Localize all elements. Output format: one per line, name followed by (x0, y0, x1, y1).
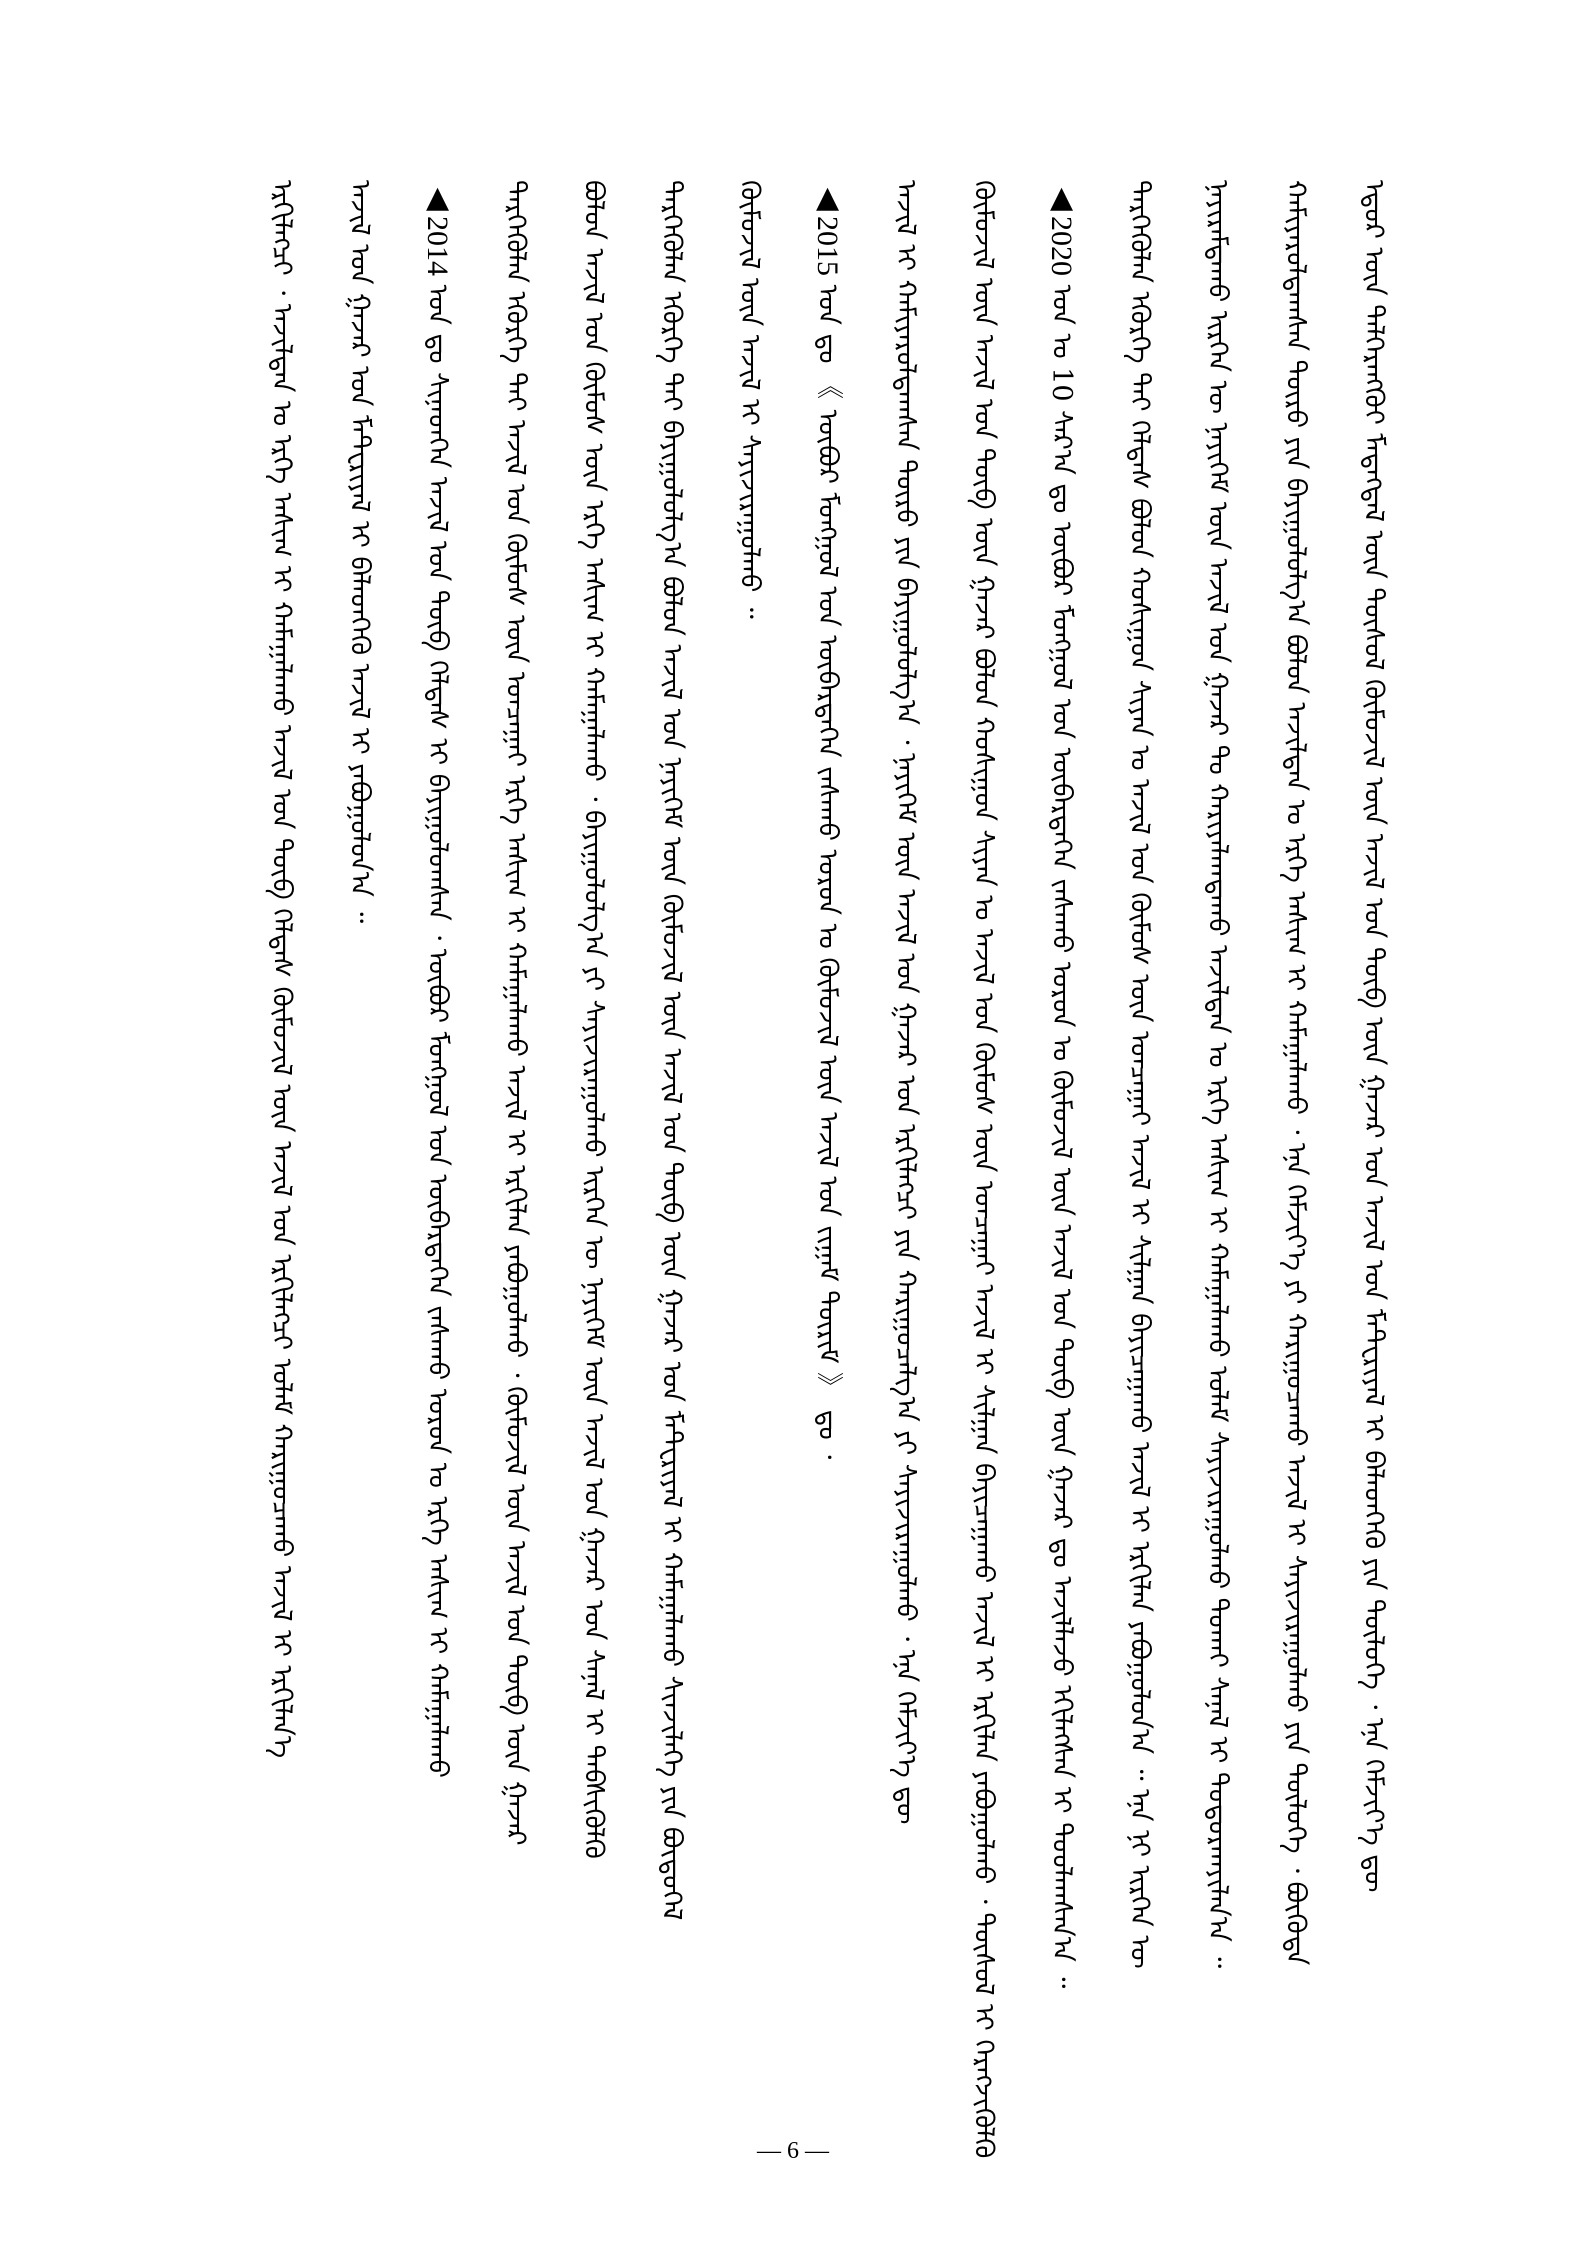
text-column-13: ▲2014 ᠣᠨ ᠳᠤ ᠰᠢᠨᠡᠳᠬᠡᠨ ᠠᠵᠢᠯ ᠤᠨ ᠲᠥᠪ ᠬᠡᠯᠲᠡᠰ ᠢ ᠪᠠᠶᠢᠭᠤᠯᠤᠭᠰᠠᠨ ᠂ ᠥᠪᠥᠷ ᠮᠣᠩᠭᠣᠯ ᠤᠨ ᠥᠪᠡᠷᠲᠡᠭᠡᠨ ᠵᠠᠰᠠᠬᠤ ᠣᠷᠤᠨ ᠤ ᠡᠷᠬᠡ ᠠᠰᠢᠭ ᠢ ᠬᠠᠮᠠᠭᠠᠯᠠᠬᠤ (420, 180, 455, 1779)
triangle-marker-icon: ▲ (810, 180, 845, 216)
text-column-4: ᠲᠡᠷᠭᠡᠭᠦᠯᠡᠨ ᠡᠭᠦᠷᠭᠡ ᠲᠠᠢ ᠬᠡᠯᠲᠡᠰ ᠪᠣᠯᠤᠨ ᠬᠣᠰᠢᠭᠤᠨ ᠰᠢᠶᠠᠨ ᠤ ᠠᠵᠢᠯ ᠤᠨ ᠬᠦᠮᠦᠰ ᠦᠨ ᠣᠨᠴᠠᠭᠠᠢ ᠠᠵᠢᠯ ᠢ ᠰᠢᠯᠭᠠᠨ ᠪᠠᠶᠢᠴᠠᠭᠠᠬᠤ ᠠᠵᠢᠯ ᠢ ᠡᠷᠬᠢᠯᠡᠨ ᠶᠠᠪᠤᠭᠤᠯᠤᠨ᠎ᠠ ᠃ ᠡᠨᠡ ᠨᠢ ᠢᠷᠭᠡᠨ ᠦ (1124, 180, 1155, 1969)
year-label: 2015 (811, 216, 844, 276)
year-label: 2020 (1045, 216, 1078, 276)
triangle-marker-icon: ▲ (1044, 180, 1079, 216)
text-column-12: ᠲᠡᠷᠭᠡᠭᠦᠯᠡᠨ ᠡᠭᠦᠷᠭᠡ ᠲᠠᠢ ᠠᠵᠢᠯ ᠤᠨ ᠬᠦᠮᠦᠰ ᠦᠨ ᠣᠨᠴᠠᠭᠠᠢ ᠡᠷᠬᠡ ᠠᠰᠢᠭ ᠢ ᠬᠠᠮᠠᠭᠠᠯᠠᠬᠤ ᠠᠵᠢᠯ ᠢ ᠡᠷᠬᠢᠯᠡᠨ ᠶᠠᠪᠤᠭᠤᠯᠬᠤ ᠂ ᠬᠥᠮᠥᠵᠢᠯ ᠦᠨ ᠠᠵᠢᠯ ᠤᠨ ᠲᠥᠪ ᠦᠨ ᠭᠠᠵᠠᠷ (500, 180, 531, 1846)
text-column-3: ᠨᠠᠶᠢᠷᠠᠮᠳᠠᠬᠤ ᠢᠷᠭᠡᠨ ᠦ ᠨᠡᠶᠢᠭᠡᠮ ᠦᠨ ᠠᠵᠢᠯ ᠤᠨ ᠭᠠᠵᠠᠷ ᠲᠤ ᠬᠠᠷᠢᠶᠠᠯᠠᠭᠳᠠᠬᠤ ᠠᠵᠢᠯᠲᠠᠨ ᠤ ᠡᠷᠬᠡ ᠠᠰᠢᠭ ᠢ ᠬᠠᠮᠠᠭᠠᠯᠠᠬᠤ ᠤᠯᠠᠮ ᠰᠠᠶᠢᠵᠢᠷᠠᠭᠤᠯᠬᠤ ᠲᠤᠬᠠᠢ ᠰᠠᠨᠠᠯ ᠢ ᠲᠣᠳᠣᠷᠬᠠᠶᠢᠯᠠᠨ᠎ᠠ ᠃ (1202, 180, 1233, 1969)
text-column-14: ᠠᠵᠢᠯ ᠤᠨ ᠭᠠᠵᠠᠷ ᠤᠨ ᠮᠠᠲ᠋ᠧᠷᠢᠶᠠᠯ ᠢ ᠪᠡᠯᠡᠳᠭᠡᠬᠦ ᠠᠵᠢᠯ ᠢ ᠶᠠᠪᠤᠭᠤᠯᠤᠨ᠎ᠠ ᠃ (344, 180, 375, 924)
text-column-5: ▲2020 ᠣᠨ ᠤ 10 ᠰᠠᠷ᠎ᠠ ᠳᠤ ᠥᠪᠥᠷ ᠮᠣᠩᠭᠣᠯ ᠤᠨ ᠥᠪᠡᠷᠲᠡᠭᠡᠨ ᠵᠠᠰᠠᠬᠤ ᠣᠷᠤᠨ ᠤ ᠬᠥᠮᠥᠵᠢᠯ ᠦᠨ ᠠᠵᠢᠯ ᠤᠨ ᠲᠥᠪ ᠦᠨ ᠭᠠᠵᠠᠷ ᠳᠤ ᠠᠵᠢᠯᠯᠠᠵᠤ ᠡᠬᠢᠯᠡᠭᠰᠡᠨ ᠢ ᠳᠤᠤᠯᠠᠭᠰᠠᠨ᠎ᠠ ᠃ (1044, 180, 1079, 1989)
text-column-8: ▲2015 ᠣᠨ ᠳᠤ 《 ᠥᠪᠥᠷ ᠮᠣᠩᠭᠣᠯ ᠤᠨ ᠥᠪᠡᠷᠲᠡᠭᠡᠨ ᠵᠠᠰᠠᠬᠤ ᠣᠷᠤᠨ ᠤ ᠬᠥᠮᠥᠵᠢᠯ ᠦᠨ ᠠᠵᠢᠯ ᠤᠨ ᠵᠢᠭᠠᠮ ᠳᠦᠷᠢᠮ 》 ᠳᠤ ᠂ (810, 180, 845, 1460)
text-column-11: ᠪᠣᠯᠤᠨ ᠠᠵᠢᠯ ᠤᠨ ᠬᠦᠮᠦᠰ ᠦᠨ ᠡᠷᠬᠡ ᠠᠰᠢᠭ ᠢ ᠬᠠᠮᠠᠭᠠᠯᠠᠬᠤ ᠂ ᠪᠠᠶᠢᠭᠤᠯᠤᠯᠭ᠎ᠠ ᠶᠢ ᠰᠠᠶᠢᠵᠢᠷᠠᠭᠤᠯᠬᠤ ᠢᠷᠭᠡᠨ ᠦ ᠨᠡᠶᠢᠭᠡᠮ ᠦᠨ ᠠᠵᠢᠯ ᠤᠨ ᠭᠠᠵᠠᠷ ᠤᠨ ᠰᠠᠨᠠᠯ ᠢ ᠳᠡᠪᠰᠢᠭᠦᠯᠬᠦ (578, 180, 609, 1859)
page-number: — 6 — (757, 2138, 829, 2164)
text-column-6: ᠬᠥᠮᠥᠵᠢᠯ ᠦᠨ ᠠᠵᠢᠯ ᠤᠨ ᠲᠥᠪ ᠦᠨ ᠭᠠᠵᠠᠷ ᠪᠣᠯᠤᠨ ᠬᠣᠰᠢᠭᠤᠨ ᠰᠢᠶᠠᠨ ᠤ ᠠᠵᠢᠯ ᠤᠨ ᠬᠦᠮᠦᠰ ᠦᠨ ᠣᠨᠴᠠᠭᠠᠢ ᠠᠵᠢᠯ ᠢ ᠰᠢᠯᠭᠠᠨ ᠪᠠᠶᠢᠴᠠᠭᠠᠬᠤ ᠠᠵᠢᠯ ᠢ ᠡᠷᠬᠢᠯᠡᠨ ᠶᠠᠪᠤᠭᠤᠯᠬᠤ ᠂ ᠲᠥᠰᠥᠯ ᠢ ᠬᠡᠷᠡᠭᠵᠢᠭᠦᠯᠬᠦ (968, 180, 999, 2159)
text-column-10: ᠲᠡᠷᠭᠡᠭᠦᠯᠡᠨ ᠡᠭᠦᠷᠭᠡ ᠲᠠᠢ ᠪᠠᠶᠢᠭᠤᠯᠤᠯᠭ᠎ᠠ ᠪᠣᠯᠤᠨ ᠠᠵᠢᠯ ᠤᠨ ᠨᠡᠶᠢᠭᠡᠮ ᠦᠨ ᠬᠥᠮᠥᠵᠢᠯ ᠦᠨ ᠠᠵᠢᠯ ᠤᠨ ᠲᠥᠪ ᠦᠨ ᠭᠠᠵᠠᠷ ᠤᠨ ᠮᠠᠲ᠋ᠧᠷᠢᠶᠠᠯ ᠢ ᠬᠠᠮᠠᠭᠠᠯᠠᠬᠤ ᠰᠢᠨᠵᠢᠯᠡᠭᠡ ᠶᠢᠨ ᠪᠦᠲᠦᠭᠡᠯ (656, 180, 687, 1921)
triangle-marker-icon: ▲ (420, 180, 455, 216)
text-column-7: ᠠᠵᠢᠯ ᠢ ᠬᠠᠮᠢᠶᠠᠷᠤᠯᠳᠠᠭᠰᠠᠨ ᠲᠥᠷᠥ ᠶᠢᠨ ᠪᠠᠶᠢᠭᠤᠯᠤᠯᠭ᠎ᠠ ᠂ ᠨᠡᠶᠢᠭᠡᠮ ᠦᠨ ᠠᠵᠢᠯ ᠤᠨ ᠭᠠᠵᠠᠷ ᠤᠨ ᠡᠷᠬᠢᠯᠡᠭᠴᠢ ᠶᠢᠨ ᠬᠠᠷᠢᠭᠤᠴᠠᠯᠭ᠎ᠠ ᠶᠢ ᠰᠠᠶᠢᠵᠢᠷᠠᠭᠤᠯᠬᠤ ᠂ ᠡᠨᠡ ᠬᠡᠮᠵᠢᠶ᠎ᠡ ᠳᠦ (890, 180, 921, 1825)
vertical-text-body (150, 180, 1390, 2159)
text-column-9: ᠬᠥᠮᠥᠵᠢᠯ ᠦᠨ ᠠᠵᠢᠯ ᠢ ᠰᠠᠶᠢᠵᠢᠷᠠᠭᠤᠯᠬᠤ ᠃ (734, 180, 765, 619)
text-column-1: ᠡᠳᠦᠷ ᠦᠨ ᠳᠡᠯᠭᠡᠷᠡᠩᠭᠦᠢ ᠮᠡᠳᠡᠭᠳᠡᠯ ᠦᠨ ᠲᠥᠰᠥᠯ ᠬᠥᠮᠥᠵᠢᠯ ᠦᠨ ᠠᠵᠢᠯ ᠤᠨ ᠲᠥᠪ ᠦᠨ ᠭᠠᠵᠠᠷ ᠤᠨ ᠠᠵᠢᠯ ᠤᠨ ᠮᠠᠲ᠋ᠧᠷᠢᠶᠠᠯ ᠢ ᠪᠡᠯᠡᠳᠭᠡᠬᠦ ᠶᠢᠨ ᠲᠥᠯᠥᠭᠡ ᠂ ᠡᠨᠡ ᠬᠡᠮᠵᠢᠶ᠎ᠡ ᠳᠦ (1358, 180, 1389, 1893)
text-column-2: ᠬᠠᠮᠢᠶᠠᠷᠤᠯᠳᠠᠭᠰᠠᠨ ᠲᠥᠷᠥ ᠶᠢᠨ ᠪᠠᠶᠢᠭᠤᠯᠤᠯᠭ᠎ᠠ ᠪᠣᠯᠤᠨ ᠠᠵᠢᠯᠲᠠᠨ ᠤ ᠡᠷᠬᠡ ᠠᠰᠢᠭ ᠢ ᠬᠠᠮᠠᠭᠠᠯᠠᠬᠤ ᠂ ᠡᠨᠡ ᠬᠡᠮᠵᠢᠶ᠎ᠡ ᠶᠢ ᠬᠠᠷᠢᠭᠤᠴᠠᠬᠤ ᠠᠵᠢᠯ ᠢ ᠰᠠᠶᠢᠵᠢᠷᠠᠭᠤᠯᠬᠤ ᠶᠢᠨ ᠲᠥᠯᠥᠭᠡ ᠂ ᠪᠦᠭᠦᠳᠡ (1280, 180, 1311, 1966)
text-column-15: ᠡᠷᠬᠢᠯᠡᠭᠴᠢ ᠂ ᠠᠵᠢᠯᠲᠠᠨ ᠤ ᠡᠷᠬᠡ ᠠᠰᠢᠭ ᠢ ᠬᠠᠮᠠᠭᠠᠯᠠᠬᠤ ᠠᠵᠢᠯ ᠤᠨ ᠲᠥᠪ ᠬᠡᠯᠲᠡᠰ ᠬᠥᠮᠥᠵᠢᠯ ᠦᠨ ᠠᠵᠢᠯ ᠤᠨ ᠡᠷᠬᠢᠯᠡᠭᠴᠢ ᠤᠯᠠᠮ ᠬᠠᠷᠢᠭᠤᠴᠠᠬᠤ ᠠᠵᠢᠯ ᠢ ᠡᠷᠬᠢᠯᠡᠨ᠎ᠡ (266, 180, 297, 1759)
year-label: 2014 (421, 216, 454, 276)
